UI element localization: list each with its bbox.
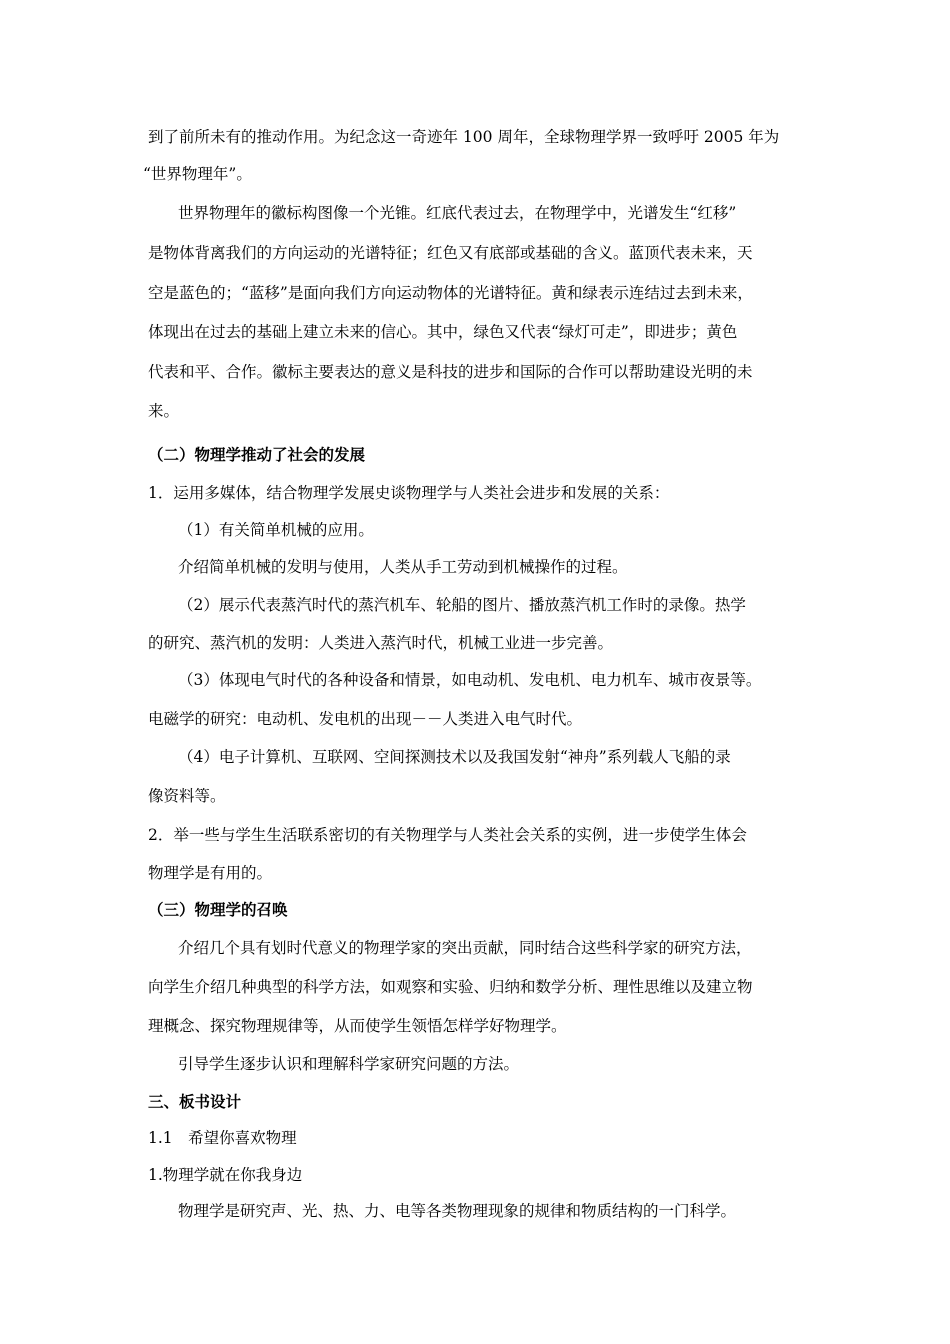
sub-item: （2）展示代表蒸汽时代的蒸汽机车、轮船的图片、播放蒸汽机工作时的录像。热学 [178,596,746,614]
section-heading: （三）物理学的召唤 [148,900,288,919]
paragraph-line: 向学生介绍几种典型的科学方法，如观察和实验、归纳和数学分析、理性思维以及建立物 [148,978,753,996]
section-heading: 三、板书设计 [148,1092,242,1111]
section-heading: （二）物理学推动了社会的发展 [148,445,366,464]
paragraph-line: 世界物理年的徽标构图像一个光锥。红底代表过去，在物理学中，光谱发生“红移” [178,204,737,222]
paragraph-line: 介绍几个具有划时代意义的物理学家的突出贡献，同时结合这些科学家的研究方法， [178,939,752,957]
paragraph-line: 的研究、蒸汽机的发明：人类进入蒸汽时代，机械工业进一步完善。 [148,634,614,652]
paragraph-line: 体现出在过去的基础上建立未来的信心。其中，绿色又代表“绿灯可走”，即进步；黄色 [148,323,738,341]
list-item: 2．举一些与学生生活联系密切的有关物理学与人类社会关系的实例，进一步使学生体会 [148,826,747,844]
paragraph-line: 到了前所未有的推动作用。为纪念这一奇迹年 100 周年，全球物理学界一致呼吁 2005 年为 [148,128,780,146]
paragraph-line: 物理学是有用的。 [148,864,273,882]
paragraph-line: 理概念、探究物理规律等，从而使学生领悟怎样学好物理学。 [148,1017,567,1035]
sub-item: （4）电子计算机、互联网、空间探测技术以及我国发射“神舟”系列载人飞船的录 [178,748,731,766]
paragraph-line: 是物体背离我们的方向运动的光谱特征；红色又有底部或基础的含义。蓝顶代表未来，天 [148,244,753,262]
paragraph-line: 来。 [148,402,180,420]
paragraph-line: 代表和平、合作。徽标主要表达的意义是科技的进步和国际的合作可以帮助建设光明的未 [148,363,753,381]
sub-item: （3）体现电气时代的各种设备和情景，如电动机、发电机、电力机车、城市夜景等。 [178,671,762,689]
paragraph-line: 像资料等。 [148,787,226,805]
paragraph-line: “世界物理年”。 [143,165,252,183]
paragraph-line: 引导学生逐步认识和理解科学家研究问题的方法。 [178,1055,520,1073]
paragraph-line: 介绍简单机械的发明与使用，人类从手工劳动到机械操作的过程。 [178,558,628,576]
paragraph-line: 物理学是研究声、光、热、力、电等各类物理现象的规律和物质结构的一门科学。 [178,1202,737,1220]
list-item: 1.物理学就在你我身边 [148,1166,303,1184]
paragraph-line: 电磁学的研究：电动机、发电机的出现－－人类进入电气时代。 [148,710,583,728]
list-item: 1．运用多媒体，结合物理学发展史谈物理学与人类社会进步和发展的关系： [148,484,670,502]
sub-item: （1）有关简单机械的应用。 [178,521,374,539]
board-subtitle: 1.1 希望你喜欢物理 [148,1129,297,1147]
paragraph-line: 空是蓝色的；“蓝移”是面向我们方向运动物体的光谱特征。黄和绿表示连结过去到未来， [148,284,753,302]
